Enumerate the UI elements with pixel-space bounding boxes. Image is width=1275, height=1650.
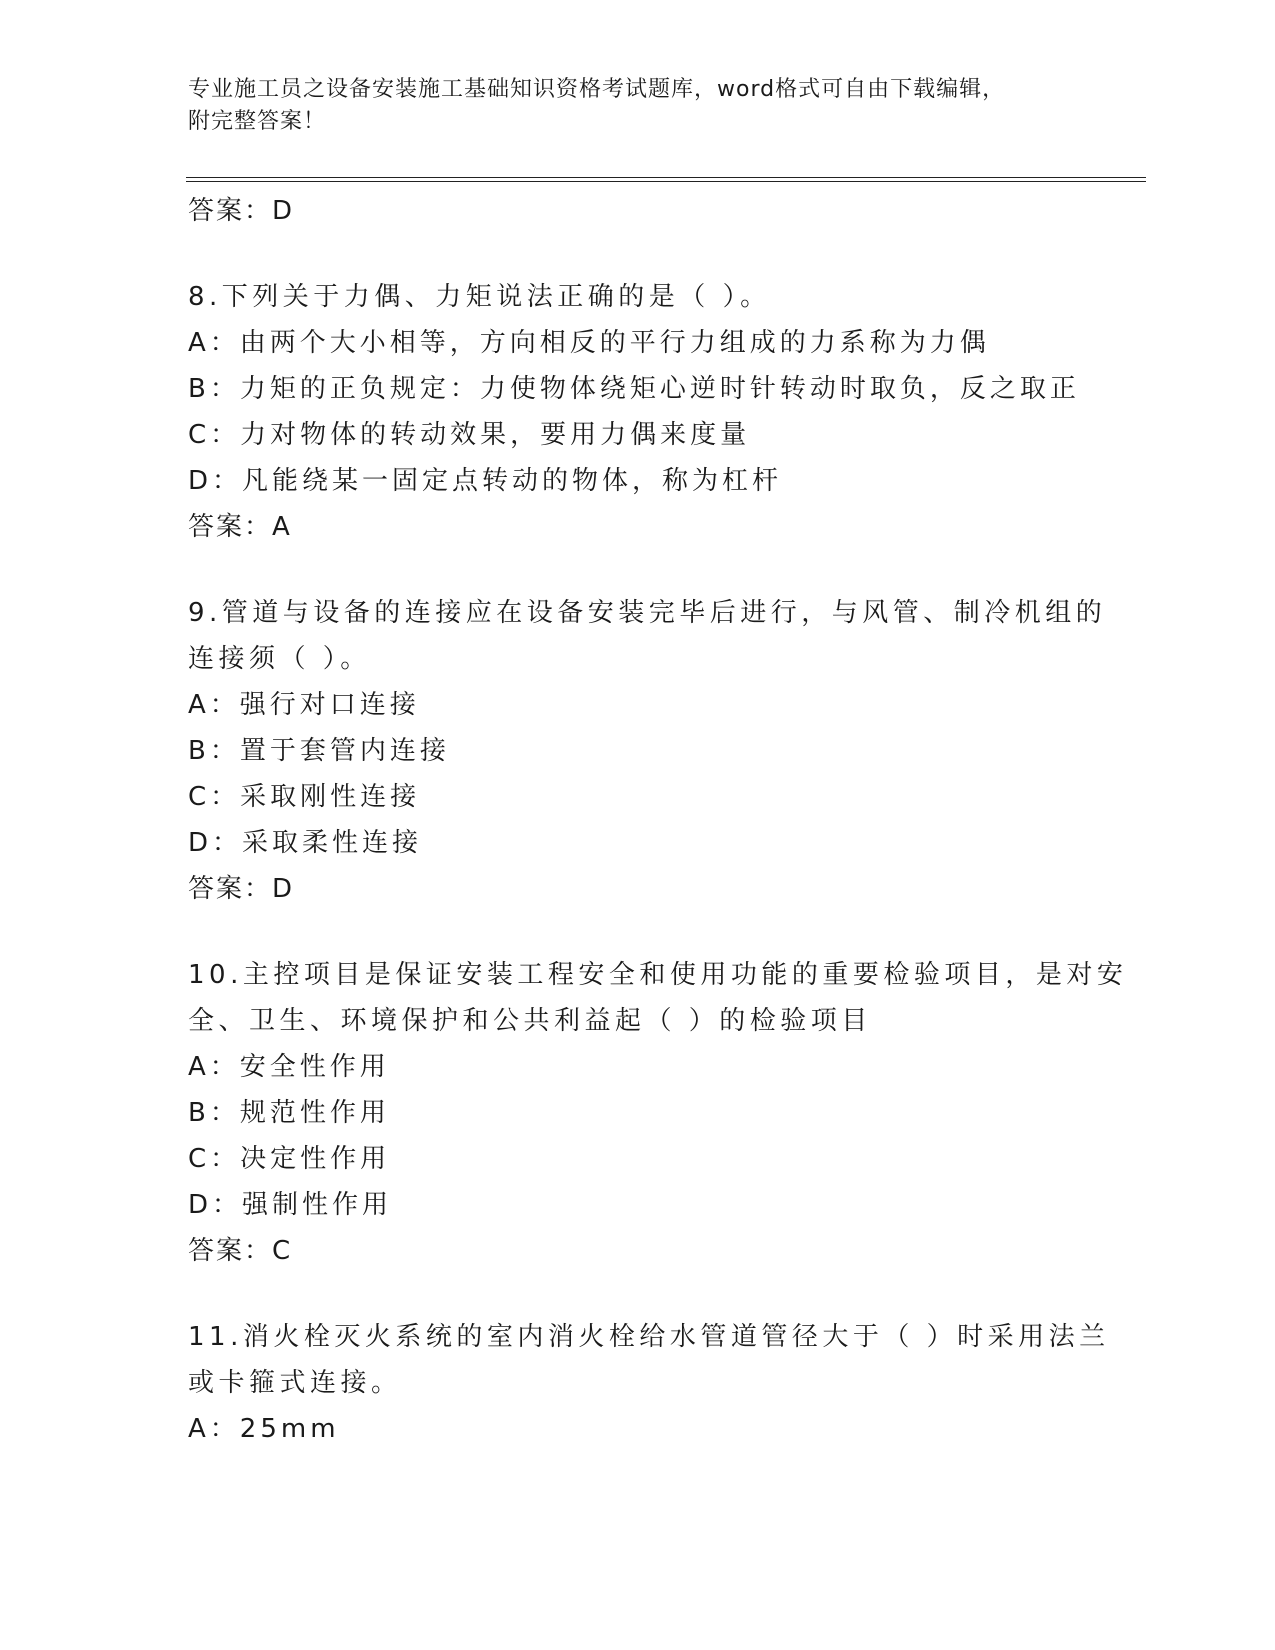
header-divider-bottom [186,181,1146,182]
question-stem: 8.下列关于力偶、力矩说法正确的是（ ）。 [188,282,771,312]
option-a: A：由两个大小相等，方向相反的平行力组成的力系称为力偶 [188,328,990,358]
question-stem-continued: 连接须（ ）。 [188,644,371,674]
option-d: D：采取柔性连接 [188,828,423,858]
previous-answer: 答案：D [188,196,295,226]
question-9 [188,590,1107,912]
question-11 [188,1314,1110,1452]
answer: 答案：A [188,512,292,542]
option-d: D：强制性作用 [188,1190,393,1220]
option-c: C：决定性作用 [188,1144,391,1174]
option-d: D：凡能绕某一固定点转动的物体，称为杠杆 [188,466,783,496]
question-8 [188,274,1088,550]
option-a: A：强行对口连接 [188,690,420,720]
question-stem: 9.管道与设备的连接应在设备安装完毕后进行，与风管、制冷机组的 [188,598,1107,628]
question-stem: 10.主控项目是保证安装工程安全和使用功能的重要检验项目，是对安 [188,960,1128,990]
header-divider-top [186,177,1146,178]
option-b: B：置于套管内连接 [188,736,450,766]
header-line-2: 附完整答案！ [188,109,327,134]
question-10 [188,952,1128,1274]
option-a: A：25mm [188,1414,340,1444]
option-c: C：采取刚性连接 [188,782,421,812]
question-stem: 11.消火栓灭火系统的室内消火栓给水管道管径大于（ ）时采用法兰 [188,1322,1110,1352]
option-a: A：安全性作用 [188,1052,390,1082]
option-c: C：力对物体的转动效果，要用力偶来度量 [188,420,751,450]
question-list [188,188,1128,1452]
option-b: B：规范性作用 [188,1098,390,1128]
header-line-1: 专业施工员之设备安装施工基础知识资格考试题库，word格式可自由下载编辑， [188,77,1006,102]
option-b: B：力矩的正负规定：力使物体绕矩心逆时针转动时取负，反之取正 [188,374,1080,404]
answer: 答案：D [188,874,295,904]
document-header [188,74,1088,138]
answer: 答案：C [188,1236,293,1266]
question-stem-continued: 全、卫生、环境保护和公共利益起（ ）的检验项目 [188,1006,872,1036]
question-stem-continued: 或卡箍式连接。 [188,1368,402,1398]
